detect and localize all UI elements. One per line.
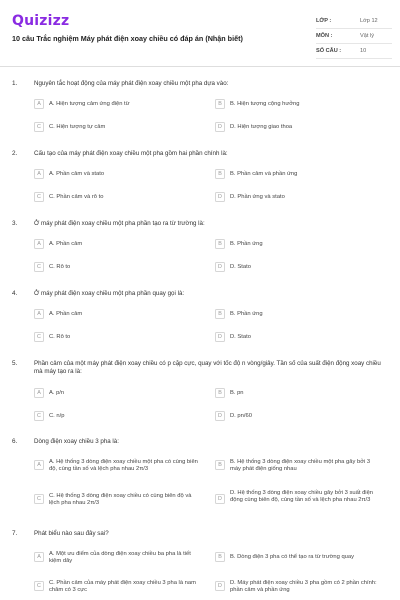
option-letter: D (215, 581, 225, 591)
option-text: B. Hiện tượng cộng hưởng (230, 101, 300, 107)
option-text: C. Phần cảm và rô to (49, 194, 104, 200)
question-number: 5. (12, 360, 18, 367)
option-text: D. Hệ thống 3 dòng điện xoay chiều gây bởi 3 suất điện động cùng biên độ, cùng tần số và lệch pha nhau 2π/3 (230, 490, 374, 503)
meta-row-count (316, 44, 392, 59)
question-text: Cấu tạo của máy phát điện xoay chiều một pha gồm hai phần chính là: (34, 150, 228, 157)
question-text: Phần cảm của một máy phát điện xoay chiều có p cặp cực, quay với tốc độ n vòng/giây. Tần số của suất điện động xoay chiều mà máy tạo ra là: (34, 360, 381, 375)
option-letter: B (215, 239, 225, 249)
option-text: D. Stato (230, 334, 251, 340)
question-text: Nguyên tắc hoạt động của máy phát điện xoay chiều một pha dựa vào: (34, 80, 229, 87)
header-divider (0, 66, 400, 67)
meta-label: MÔN : (316, 33, 333, 39)
meta-row-subject (316, 29, 392, 44)
option-letter: B (215, 552, 225, 562)
option-letter: A (34, 239, 44, 249)
question-number: 2. (12, 150, 18, 157)
option-text: A. p/n (49, 390, 65, 396)
option-letter: C (34, 411, 44, 421)
option-text: D. Stato (230, 264, 251, 270)
option-letter: A (34, 99, 44, 109)
option-letter: A (34, 169, 44, 179)
meta-label: SỐ CÂU : (316, 48, 342, 54)
meta-label: LỚP : (316, 18, 332, 24)
option-letter: D (215, 192, 225, 202)
option-letter: B (215, 99, 225, 109)
meta-panel (316, 14, 392, 59)
option-text: B. Phần ứng (230, 311, 263, 317)
option-text: A. Hiện tượng cảm ứng điện từ (49, 101, 130, 107)
option-text: C. Hệ thống 3 dòng điện xoay chiều có cùng biên độ và lệch pha nhau 2π/3 (49, 493, 192, 506)
question-number: 3. (12, 220, 18, 227)
option-text: B. pn (230, 390, 244, 396)
page-header (0, 0, 400, 66)
option-text: A. Phần cảm và stato (49, 171, 105, 177)
option-text: A. Hệ thống 3 dòng điện xoay chiều một pha có cùng biên độ, cùng tần số và lệch pha nhau 2π/3 (49, 459, 198, 472)
option-text: B. Phần cảm và phần ứng (230, 171, 298, 177)
option-text: C. Rô to (49, 334, 71, 340)
option-text: C. Phần cảm của máy phát điện xoay chiều 3 pha là nam châm có 3 cực (49, 580, 196, 593)
option-letter: A (34, 552, 44, 562)
option-letter: C (34, 262, 44, 272)
quizizz-logo: Quizizz (12, 13, 70, 29)
option-letter: A (34, 460, 44, 470)
option-letter: B (215, 460, 225, 470)
option-text: B. Hệ thống 3 dòng điện xoay chiều một pha gây bởi 3 máy phát điện giống nhau (230, 459, 371, 472)
option-letter: B (215, 309, 225, 319)
option-text: C. n/p (49, 413, 65, 419)
question-text: Phát biểu nào sau đây sai? (34, 530, 109, 537)
option-text: A. Một ưu điểm của dòng điện xoay chiều ba pha là tiết kiệm dây (49, 551, 191, 564)
option-text: D. Máy phát điện xoay chiều 3 pha gồm có 2 phần chính: phần cảm và phần ứng (230, 580, 377, 593)
option-letter: D (215, 332, 225, 342)
question-number: 7. (12, 530, 18, 537)
option-text: A. Phần cảm (49, 311, 83, 317)
question-text: Ở máy phát điện xoay chiều một pha phần tạo ra từ trường là: (34, 220, 205, 227)
question-text: Dòng điện xoay chiều 3 pha là: (34, 438, 119, 445)
option-letter: D (215, 494, 225, 504)
option-text: D. Phần ứng và stato (230, 194, 285, 200)
question-number: 1. (12, 80, 18, 87)
option-letter: C (34, 581, 44, 591)
meta-value: Vật lý (360, 33, 374, 39)
option-letter: B (215, 169, 225, 179)
option-letter: C (34, 192, 44, 202)
option-letter: D (215, 411, 225, 421)
option-letter: A (34, 388, 44, 398)
option-text: D. Hiện tượng giao thoa (230, 124, 293, 130)
question-number: 6. (12, 438, 18, 445)
option-text: C. Rô to (49, 264, 71, 270)
question-text: Ở máy phát điện xoay chiều một pha phần quay gọi là: (34, 290, 185, 297)
meta-value: 10 (360, 48, 367, 54)
option-letter: C (34, 494, 44, 504)
option-text: C. Hiện tượng tự cảm (49, 124, 106, 130)
option-letter: A (34, 309, 44, 319)
option-letter: C (34, 332, 44, 342)
option-text: D. pn/60 (230, 413, 252, 419)
option-text: B. Phần ứng (230, 241, 263, 247)
option-letter: D (215, 262, 225, 272)
page-title: 10 câu Trắc nghiệm Máy phát điện xoay chiều có đáp án (Nhận biết) (12, 34, 243, 43)
meta-row-grade (316, 14, 392, 29)
question-number: 4. (12, 290, 18, 297)
option-letter: D (215, 122, 225, 132)
option-text: A. Phần cảm (49, 241, 83, 247)
option-text: B. Dòng điện 3 pha có thể tạo ra từ trường quay (230, 554, 355, 560)
option-letter: C (34, 122, 44, 132)
meta-value: Lớp 12 (360, 18, 378, 24)
option-letter: B (215, 388, 225, 398)
